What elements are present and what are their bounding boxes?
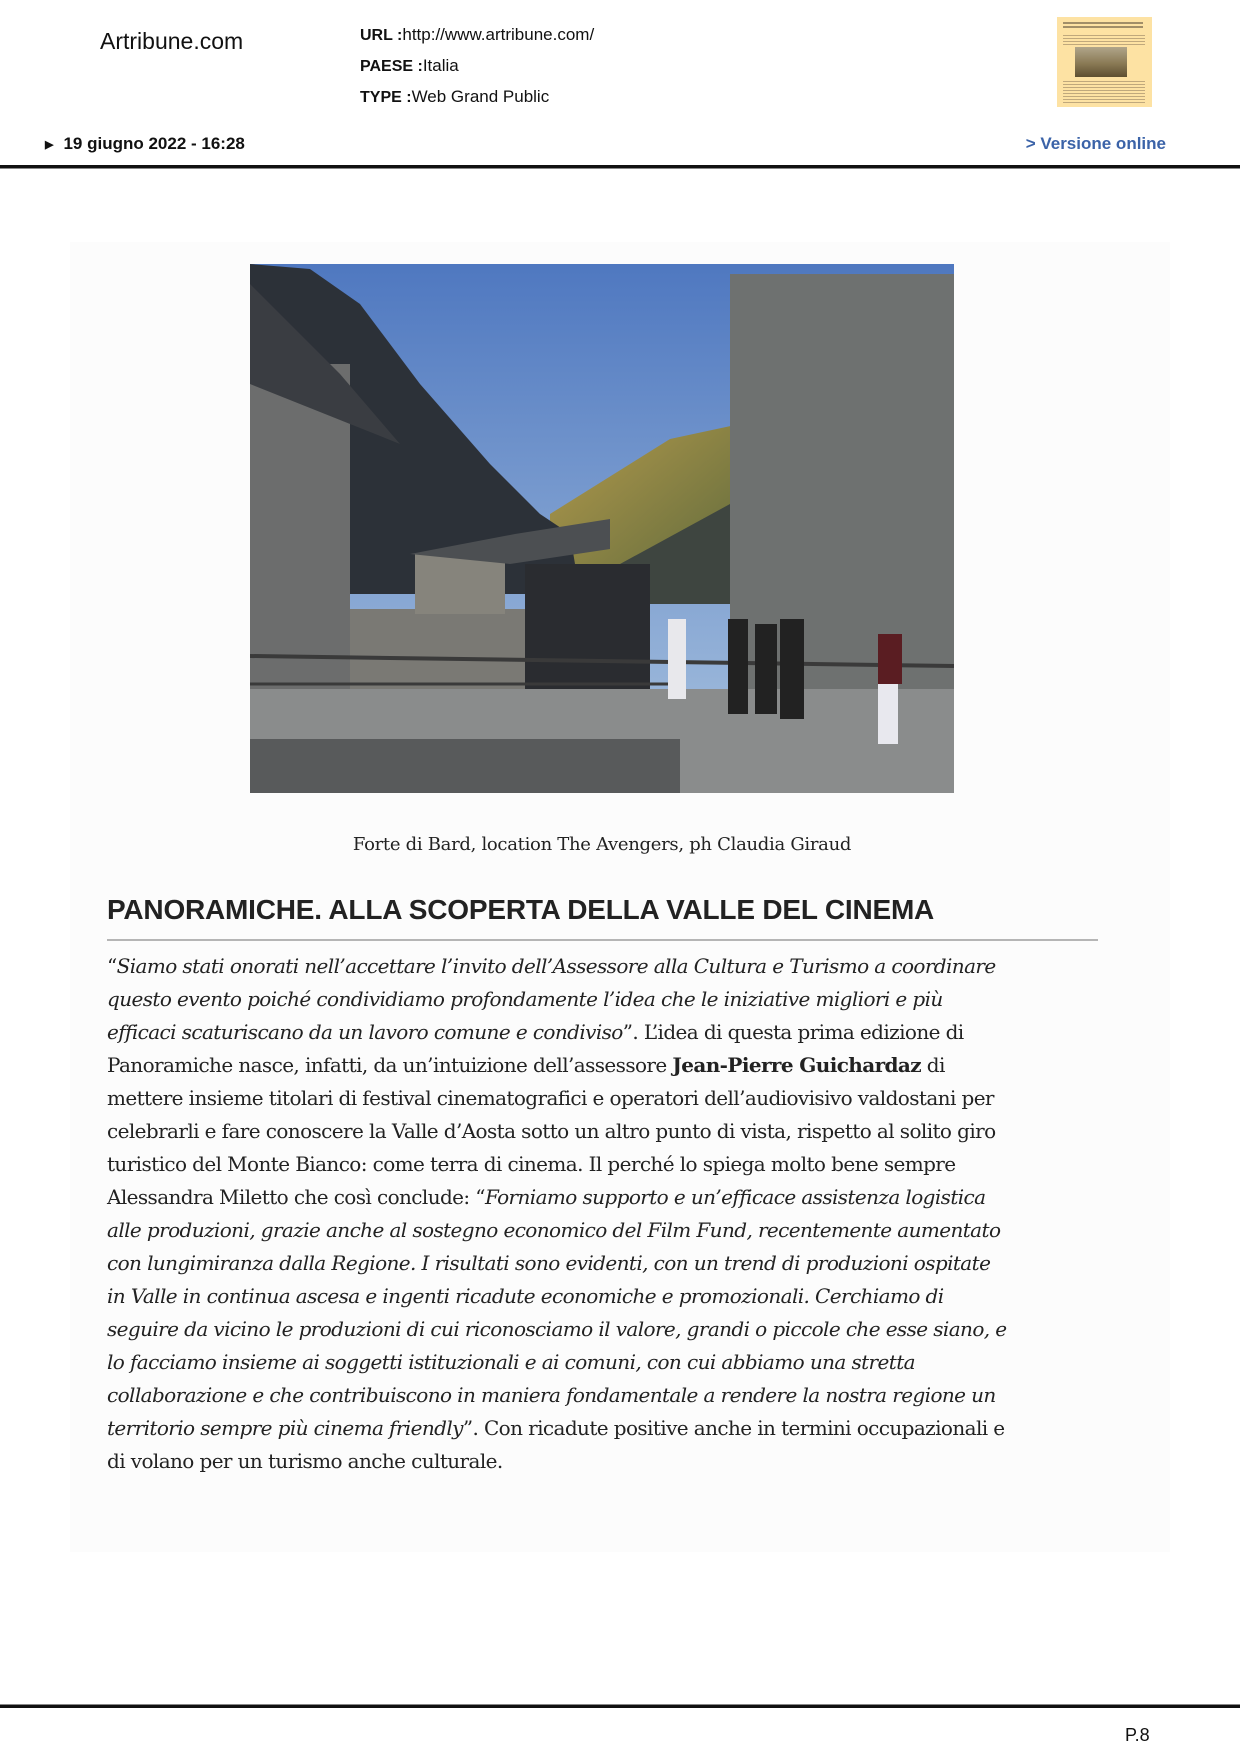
quote-text: collaborazione e che contribuiscono in maniera fondamentale a rendere la nostra regione un bbox=[107, 1383, 996, 1407]
quote-text: lo facciamo insieme ai soggetti istituzionali e ai comuni, con cui abbiamo una stretta bbox=[107, 1350, 915, 1374]
quote-text: efficaci scaturiscano da un lavoro comune e condiviso bbox=[107, 1020, 623, 1044]
body-line bbox=[107, 1148, 1107, 1181]
thumbnail-photo bbox=[1075, 47, 1127, 77]
body-text-segment: “ bbox=[107, 954, 117, 978]
body-line bbox=[107, 1346, 1107, 1379]
meta-url bbox=[360, 20, 594, 51]
quote-text: con lungimiranza dalla Regione. I risultati sono evidenti, con un trend di produzioni ospitate bbox=[107, 1251, 991, 1275]
small-house bbox=[415, 554, 505, 614]
meta-type-key: TYPE : bbox=[360, 89, 412, 106]
meta-country bbox=[360, 51, 594, 82]
body-line bbox=[107, 1082, 1107, 1115]
source-meta bbox=[360, 20, 594, 113]
online-version-link[interactable]: > Versione online bbox=[1025, 134, 1166, 153]
meta-type-value: Web Grand Public bbox=[411, 87, 550, 106]
quote-text: questo evento poiché condividiamo profondamente l’idea che le iniziative migliori e più bbox=[107, 987, 943, 1011]
article-photo bbox=[250, 264, 954, 793]
body-line bbox=[107, 1115, 1107, 1148]
body-text-segment: Alessandra Miletto che così conclude: “ bbox=[107, 1185, 485, 1209]
quote-text: alle produzioni, grazie anche al sostegno economico del Film Fund, recentemente aumentato bbox=[107, 1218, 1001, 1242]
person-name: Jean-Pierre Guichardaz bbox=[672, 1053, 922, 1077]
quote-text: Siamo stati onorati nell’accettare l’invito dell’Assessore alla Cultura e Turismo a coordinare bbox=[116, 954, 996, 978]
body-line bbox=[107, 983, 1107, 1016]
quote-text: territorio sempre più cinema friendly bbox=[107, 1416, 463, 1440]
source-name: Artribune.com bbox=[100, 28, 244, 54]
body-line bbox=[107, 1313, 1107, 1346]
wall-front bbox=[250, 739, 680, 793]
body-text-segment: ”. Con ricadute positive anche in termini occupazionali e bbox=[462, 1416, 1005, 1440]
body-text-segment: di bbox=[921, 1053, 945, 1077]
article-headline: PANORAMICHE. ALLA SCOPERTA DELLA VALLE DEL CINEMA bbox=[107, 894, 935, 925]
thumbnail-body-lines bbox=[1063, 81, 1145, 103]
body-text-segment: ”. L’idea di questa prima edizione di bbox=[622, 1020, 964, 1044]
meta-type bbox=[360, 82, 594, 113]
article-thumbnail-icon bbox=[1057, 17, 1152, 107]
body-text-segment: Panoramiche nasce, infatti, da un’intuizione dell’assessore bbox=[107, 1053, 673, 1077]
quote-text: in Valle in continua ascesa e ingenti ricadute economiche e promozionali. Cerchiamo di bbox=[107, 1284, 944, 1308]
date-text: 19 giugno 2022 - 16:28 bbox=[63, 134, 245, 153]
page-number: P.8 bbox=[1125, 1725, 1150, 1745]
footer-divider bbox=[0, 1705, 1240, 1708]
publication-date bbox=[45, 134, 245, 154]
body-line bbox=[107, 1049, 1107, 1082]
body-line bbox=[107, 1181, 1107, 1214]
quote-text: seguire da vicino le produzioni di cui riconosciamo il valore, grandi o piccole che esse siano, e bbox=[107, 1317, 1007, 1341]
dark-structure bbox=[525, 564, 650, 694]
meta-country-key: PAESE : bbox=[360, 58, 423, 75]
thumbnail-intro-lines bbox=[1063, 35, 1145, 45]
meta-country-value: Italia bbox=[422, 56, 459, 75]
body-text-segment: mettere insieme titolari di festival cinematografici e operatori dell’audiovisivo valdostani per bbox=[107, 1086, 994, 1110]
body-line bbox=[107, 1280, 1107, 1313]
body-text-segment: turistico del Monte Bianco: come terra di cinema. Il perché lo spiega molto bene sempre bbox=[107, 1152, 956, 1176]
body-text-segment: celebrarli e fare conoscere la Valle d’Aosta sotto un altro punto di vista, rispetto al solito giro bbox=[107, 1119, 996, 1143]
body-line bbox=[107, 1445, 1107, 1478]
body-line bbox=[107, 950, 1107, 983]
body-line bbox=[107, 1247, 1107, 1280]
body-line bbox=[107, 1412, 1107, 1445]
quote-text: Forniamo supporto e un’efficace assistenza logistica bbox=[484, 1185, 986, 1209]
body-text-segment: di volano per un turismo anche culturale. bbox=[107, 1449, 503, 1473]
photo-caption: Forte di Bard, location The Avengers, ph Claudia Giraud bbox=[352, 834, 852, 855]
headline-divider bbox=[107, 939, 1098, 941]
body-line bbox=[107, 1214, 1107, 1247]
meta-url-key: URL : bbox=[360, 27, 403, 44]
article-body bbox=[107, 950, 1107, 1478]
wall-middle bbox=[350, 609, 525, 694]
body-line bbox=[107, 1379, 1107, 1412]
header-divider bbox=[0, 165, 1240, 168]
fort-photo-illustration bbox=[250, 264, 954, 793]
body-line bbox=[107, 1016, 1107, 1049]
thumbnail-title-lines bbox=[1063, 22, 1143, 30]
meta-url-value: http://www.artribune.com/ bbox=[402, 25, 595, 44]
triangle-right-icon: ▶ bbox=[45, 138, 54, 151]
